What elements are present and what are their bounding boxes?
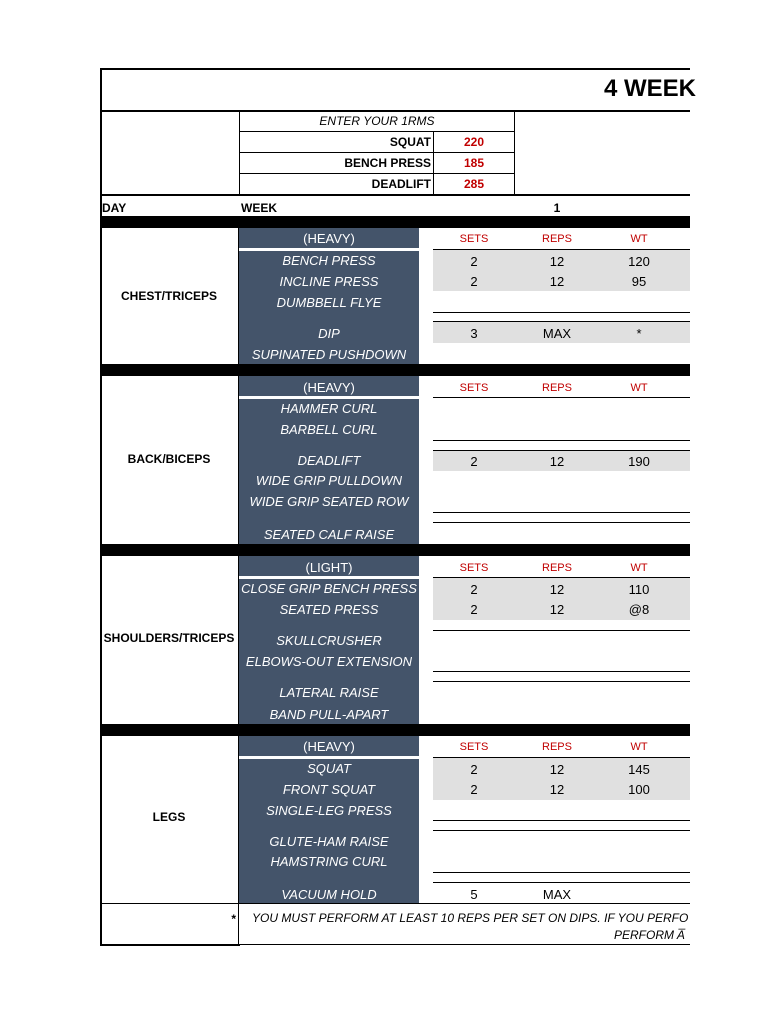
intensity-label: (HEAVY) [303,380,355,395]
exercise-name: SINGLE-LEG PRESS [266,803,392,818]
exercise-name: BENCH PRESS [282,253,376,268]
exercise-name: WIDE GRIP PULLDOWN [255,473,403,488]
row-line [433,820,690,821]
exercise-name: WIDE GRIP SEATED ROW [249,494,409,509]
sets-cell[interactable]: 2 [470,254,478,269]
reps-cell[interactable]: 12 [549,454,565,469]
wt-cell[interactable]: * [636,326,642,341]
day-label-legs: LEGS [152,810,186,824]
sets-cell[interactable]: 2 [470,602,478,617]
reps-cell[interactable]: MAX [542,326,572,341]
reps-label: REPS [542,562,572,574]
row-line [433,681,690,682]
exercise-name: SEATED CALF RAISE [263,527,395,542]
week-header: WEEK [241,201,277,215]
rm-bottom-border [100,194,690,196]
wt-cell[interactable]: @8 [628,602,650,617]
sets-cell[interactable]: 2 [470,782,478,797]
exercise-name: BAND PULL-APART [269,707,389,722]
footnote-line-1: YOU MUST PERFORM AT LEAST 10 REPS PER SET ON DIPS. IF YOU PERFO [252,911,689,925]
sets-cell[interactable]: 3 [470,326,478,341]
row-line [433,312,690,313]
row-line [433,830,690,831]
wt-cell[interactable]: 190 [628,454,650,469]
rm-box-left [239,112,240,196]
rm-line-1 [239,131,515,132]
day-label-back-biceps: BACK/BICEPS [127,452,211,466]
footnote-line-2: PERFORM A̅ [614,928,685,942]
exercise-name: CLOSE GRIP BENCH PRESS [241,581,417,596]
rm-label-squat: SQUAT [389,135,431,149]
rm-input-squat[interactable]: 220 [463,135,485,149]
reps-cell[interactable]: 12 [549,274,565,289]
wt-cell[interactable]: 100 [628,782,650,797]
exercise-name: LATERAL RAISE [279,685,379,700]
wt-label: WT [630,562,648,574]
exercise-name: FRONT SQUAT [282,782,376,797]
reps-label: REPS [542,233,572,245]
exercise-name: HAMSTRING CURL [270,854,388,869]
intensity-label: (HEAVY) [303,739,355,754]
wt-cell[interactable]: 110 [628,582,650,597]
wt-cell[interactable]: 95 [631,274,647,289]
sets-cell[interactable]: 2 [470,274,478,289]
separator-bar [100,216,690,228]
panel-divider [239,576,419,579]
sets-cell[interactable]: 2 [470,454,478,469]
reps-cell[interactable]: 12 [549,762,565,777]
rm-line-2 [239,152,515,153]
wt-label: WT [630,382,648,394]
row-line [433,512,690,513]
row-line [433,872,690,873]
exercise-name: BARBELL CURL [280,422,378,437]
day-label-chest-triceps: CHEST/TRICEPS [120,289,218,303]
page-title: 4 WEEK [604,75,697,102]
week-number: 1 [553,201,561,215]
exercise-name: INCLINE PRESS [279,274,379,289]
title-bottom-border [100,110,690,112]
rm-box-mid [433,132,434,196]
reps-cell[interactable]: 12 [549,254,565,269]
row-line [433,671,690,672]
wt-label: WT [630,741,648,753]
rm-label-bench: BENCH PRESS [344,156,431,170]
footnote-top-border [100,903,690,904]
row-line [433,882,690,883]
rm-input-bench[interactable]: 185 [463,156,485,170]
rm-input-deadlift[interactable]: 285 [463,177,485,191]
sets-label: SETS [459,562,489,574]
panel-divider [239,248,419,251]
panel-divider [239,756,419,759]
sets-label: SETS [459,233,489,245]
exercise-name: GLUTE-HAM RAISE [269,834,389,849]
intensity-label: (LIGHT) [305,560,353,575]
separator-bar [100,544,690,556]
day-header: DAY [102,201,127,215]
day-label-shoulders-triceps: SHOULDERS/TRICEPS [103,631,235,645]
reps-cell[interactable]: 12 [549,582,565,597]
exercise-name: DEADLIFT [297,453,361,468]
exercise-name: HAMMER CURL [280,401,378,416]
left-border [100,68,102,946]
row-line [433,522,690,523]
rm-line-3 [239,173,515,174]
reps-cell[interactable]: 12 [549,602,565,617]
sets-cell[interactable]: 2 [470,762,478,777]
rm-box-right [514,112,515,196]
wt-cell[interactable]: 145 [628,762,650,777]
row-line [433,321,690,322]
panel-divider [239,396,419,399]
title-top-border [100,68,690,70]
rm-label-deadlift: DEADLIFT [371,177,431,191]
exercise-name: DIP [318,326,340,341]
exercise-name: SEATED PRESS [279,602,379,617]
sets-cell[interactable]: 5 [470,887,478,902]
separator-bar [100,724,690,736]
sets-label: SETS [459,382,489,394]
sets-label: SETS [459,741,489,753]
exercise-name: SQUAT [307,761,351,776]
reps-label: REPS [542,382,572,394]
reps-cell[interactable]: MAX [542,887,572,902]
wt-cell[interactable]: 120 [628,254,650,269]
exercise-name: VACUUM HOLD [281,887,377,902]
sets-cell[interactable]: 2 [470,582,478,597]
row-line [433,630,690,631]
rm-heading: ENTER YOUR 1RMS [319,114,435,128]
row-line [433,440,690,441]
row-line [433,397,690,398]
footnote-marker: * [231,912,236,926]
exercise-name: DUMBBELL FLYE [276,295,382,310]
exercise-name: ELBOWS-OUT EXTENSION [245,654,413,669]
footnote-bottom-border [100,944,240,946]
intensity-label: (HEAVY) [303,231,355,246]
wt-label: WT [630,233,648,245]
footnote-bottom-border-right [239,944,690,945]
reps-label: REPS [542,741,572,753]
exercise-name: SKULLCRUSHER [276,633,382,648]
separator-bar [100,364,690,376]
exercise-name: SUPINATED PUSHDOWN [251,347,407,362]
reps-cell[interactable]: 12 [549,782,565,797]
